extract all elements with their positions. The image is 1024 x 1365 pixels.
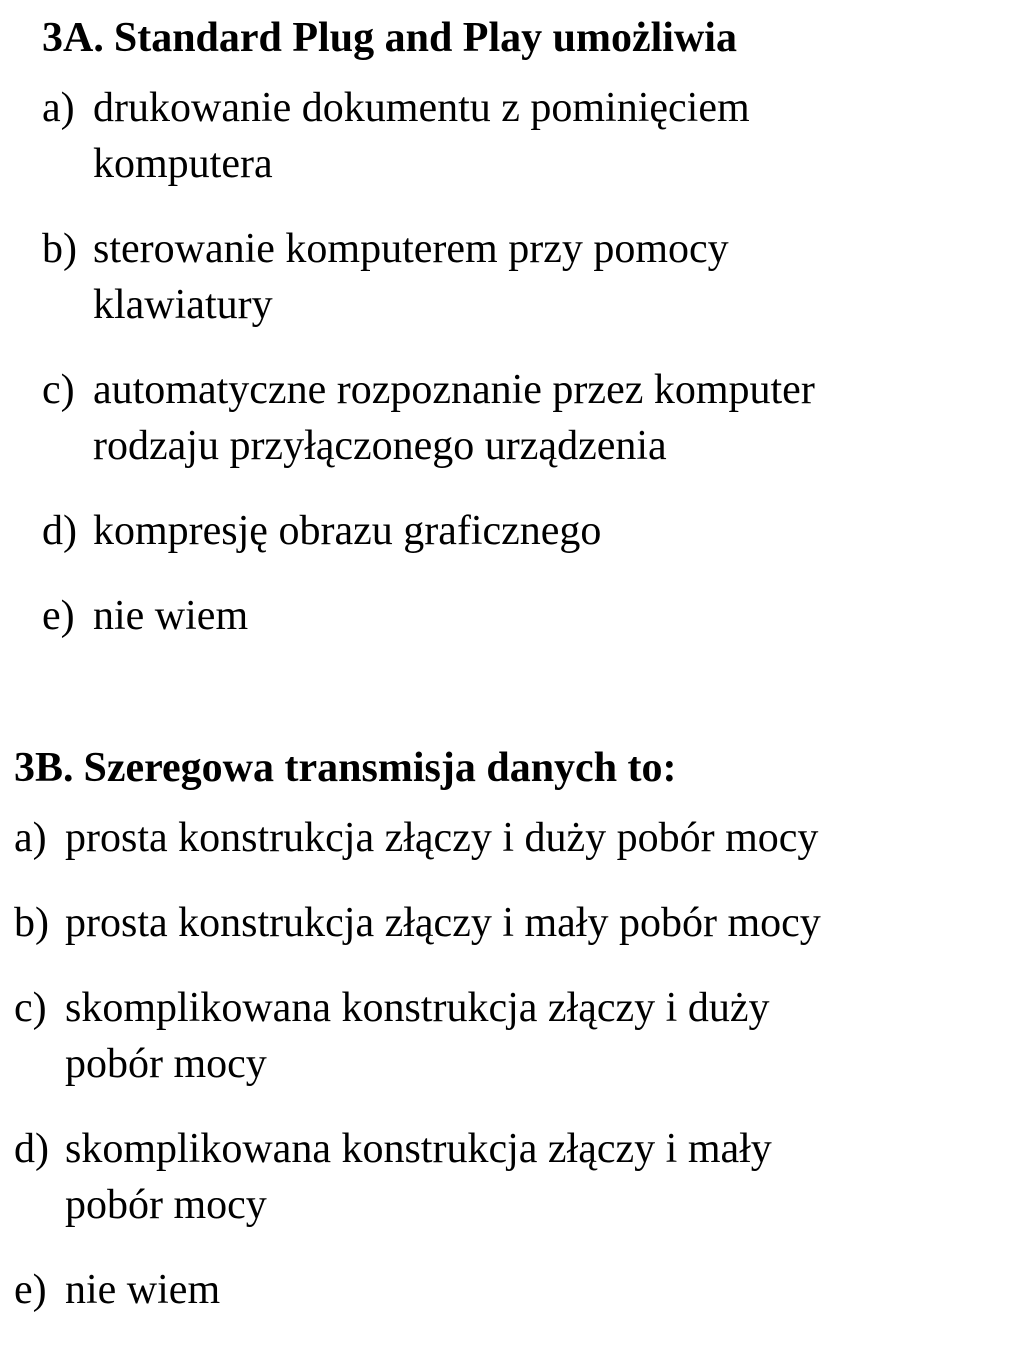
option-letter: b) [42, 226, 77, 272]
answer-option-c [0, 980, 1024, 1092]
answer-option-c [0, 362, 1024, 474]
option-text: prosta konstrukcja złączy i mały pobór mocy [65, 900, 821, 946]
option-letter: e) [14, 1267, 47, 1313]
question-number: 3A. [42, 15, 104, 61]
answer-options [0, 810, 1024, 1318]
option-letter: c) [42, 367, 75, 413]
answer-option-e [0, 1262, 1024, 1318]
answer-options [0, 80, 1024, 644]
option-text: nie wiem [93, 593, 249, 639]
option-letter: c) [14, 985, 47, 1031]
question-3b [0, 740, 1024, 1347]
answer-option-b [0, 895, 1024, 951]
question-text: Szeregowa transmisja danych to: [83, 745, 677, 791]
question-text: Standard Plug and Play umożliwia [113, 15, 737, 61]
option-text: drukowanie dokumentu z pominięciem komputera [93, 85, 750, 187]
option-text: sterowanie komputerem przy pomocy klawiatury [93, 226, 729, 328]
option-text: skomplikowana konstrukcja złączy i mały pobór mocy [65, 1126, 772, 1228]
option-letter: a) [14, 815, 47, 861]
option-text: nie wiem [65, 1267, 221, 1313]
option-text: skomplikowana konstrukcja złączy i duży pobór mocy [65, 985, 770, 1087]
answer-option-d [0, 1121, 1024, 1233]
question-title [0, 740, 1024, 796]
question-number: 3B. [14, 745, 74, 791]
option-letter: b) [14, 900, 49, 946]
answer-option-d [0, 503, 1024, 559]
option-letter: a) [42, 85, 75, 131]
answer-option-a [0, 80, 1024, 192]
option-text: automatyczne rozpoznanie przez komputer rodzaju przyłączonego urządzenia [93, 367, 815, 469]
answer-option-e [0, 588, 1024, 644]
answer-option-a [0, 810, 1024, 866]
option-letter: d) [14, 1126, 49, 1172]
answer-option-b [0, 221, 1024, 333]
option-text: prosta konstrukcja złączy i duży pobór mocy [65, 815, 819, 861]
option-text: kompresję obrazu graficznego [93, 508, 602, 554]
option-letter: d) [42, 508, 77, 554]
option-letter: e) [42, 593, 75, 639]
question-title [0, 10, 1024, 66]
question-3a [0, 10, 1024, 673]
